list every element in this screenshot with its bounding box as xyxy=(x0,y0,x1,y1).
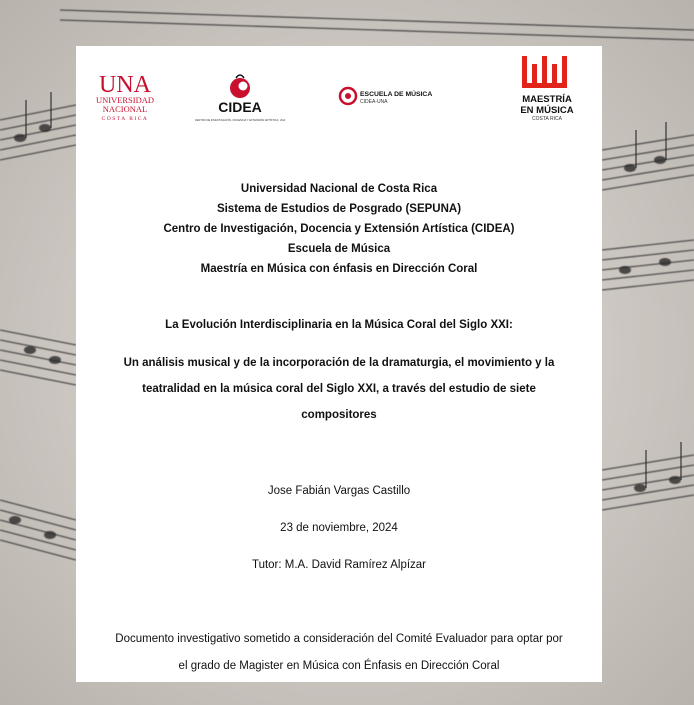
una-abbr: UNA xyxy=(99,72,151,98)
cidea-logo xyxy=(194,72,286,133)
document-page xyxy=(76,46,602,682)
escuela-musica-logo xyxy=(338,80,438,117)
cidea-name: CIDEA xyxy=(218,99,262,115)
escuela-sub: CIDEA-UNA xyxy=(360,99,388,105)
header-line-sepuna: Sistema de Estudios de Posgrado (SEPUNA) xyxy=(216,203,462,215)
thesis-title: La Evolución Interdisciplinaria en la Música Coral del Siglo XXI: xyxy=(165,319,513,331)
una-line1: UNIVERSIDAD xyxy=(95,95,155,105)
maestria-logo xyxy=(512,54,582,139)
submission-date: 23 de noviembre, 2024 xyxy=(280,522,398,534)
footer-line-2: el grado de Magister en Música con Énfasis en Dirección Coral xyxy=(178,660,500,672)
maestria-line2: EN MÚSICA xyxy=(520,105,574,116)
maestria-line1: MAESTRÍA xyxy=(522,94,572,105)
escuela-mark-icon xyxy=(340,88,356,104)
tutor-line: Tutor: M.A. David Ramírez Alpízar xyxy=(251,559,427,571)
header-line-university: Universidad Nacional de Costa Rica xyxy=(240,183,438,195)
thesis-subtitle-line-1: Un análisis musical y de la incorporación de la dramaturgia, el movimiento y la xyxy=(123,357,555,369)
escuela-name: ESCUELA DE MÚSICA xyxy=(360,91,433,98)
cidea-subtitle: CENTRO DE INVESTIGACIÓN, DOCENCIA Y EXTENSIÓN ARTÍSTICA, UNA xyxy=(194,119,286,122)
maestria-line3: COSTA RICA xyxy=(532,116,562,122)
una-logo xyxy=(90,70,160,131)
una-line2: NACIONAL xyxy=(102,104,148,114)
header-line-cidea: Centro de Investigación, Docencia y Extensión Artística (CIDEA) xyxy=(163,223,515,235)
thesis-subtitle-line-3: compositores xyxy=(301,409,377,421)
header-line-maestria: Maestría en Música con énfasis en Dirección Coral xyxy=(200,263,478,275)
footer-line-1: Documento investigativo sometido a consideración del Comité Evaluador para optar por xyxy=(115,633,563,645)
logo-bar xyxy=(76,46,602,146)
thesis-subtitle-line-2: teatralidad en la música coral del Siglo XXI, a través del estudio de siete xyxy=(142,383,536,395)
maestria-mark-icon xyxy=(522,56,567,88)
una-line3: COSTA RICA xyxy=(101,116,149,122)
author-name: Jose Fabián Vargas Castillo xyxy=(267,485,411,497)
header-line-escuela: Escuela de Música xyxy=(287,243,391,255)
cidea-mark-icon xyxy=(230,75,250,98)
